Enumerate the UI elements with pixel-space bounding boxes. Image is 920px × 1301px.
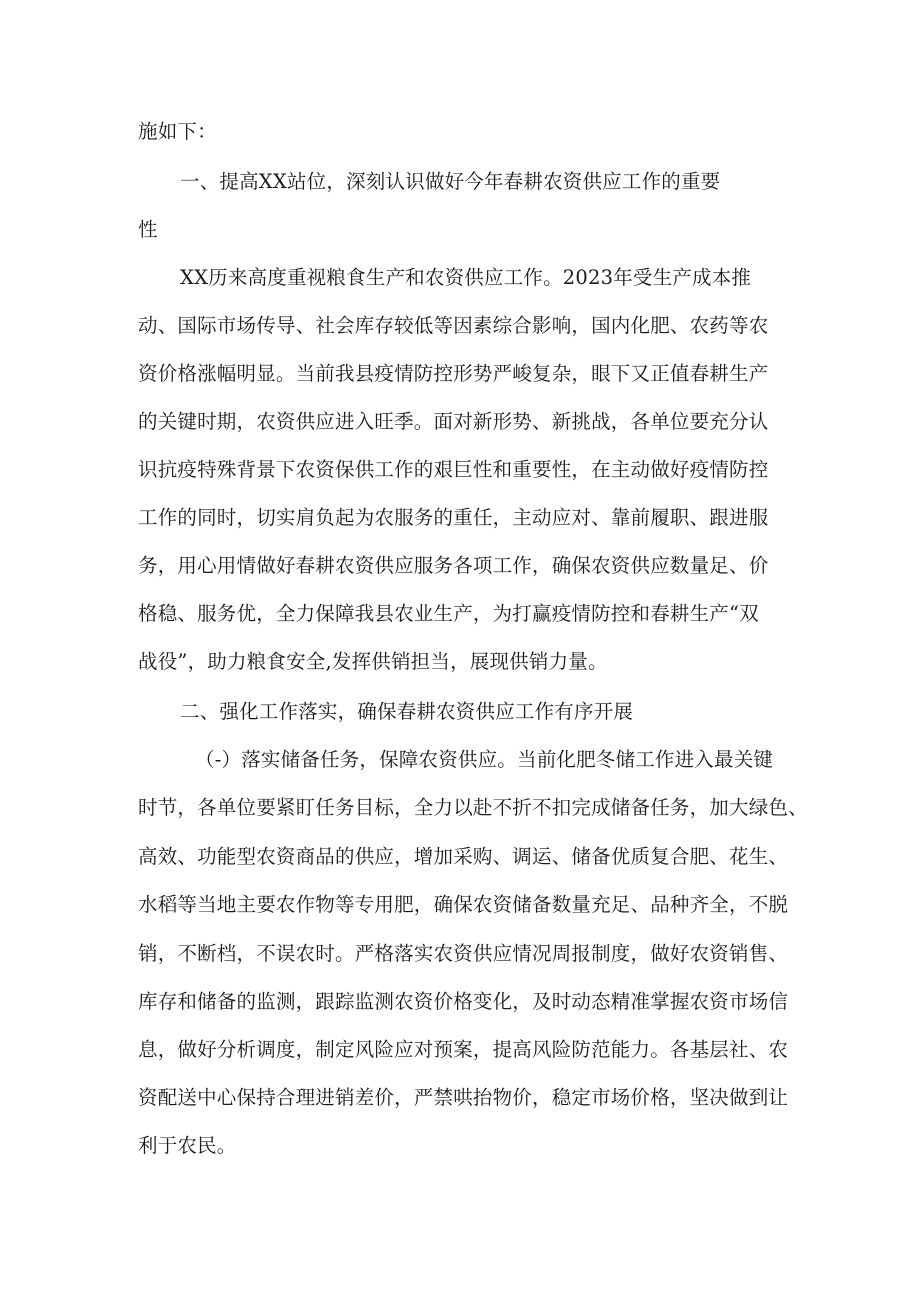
text-line: 施如下： <box>138 120 217 143</box>
text-line: 水稻等当地主要农作物等专用肥，确保农资储备数量充足、品种齐全，不脱 <box>138 893 789 916</box>
text-line: 库存和储备的监测，跟踪监测农资价格变化，及时动态精准掌握农资市场信 <box>138 990 789 1013</box>
text-line: 工作的同时，切实肩负起为农服务的重任，主动应对、靠前履职、跟进服 <box>138 506 769 529</box>
text-line: 利于农民。 <box>138 1134 237 1157</box>
text-line: 时节，各单位要紧盯任务目标，全力以赴不折不扣完成储备任务，加大绿色、 <box>138 796 808 819</box>
text-line: 销，不断档，不误农时。严格落实农资供应情况周报制度，做好农资销售、 <box>138 942 789 965</box>
text-line: 战役”，助力粮食安全,发挥供销担当，展现供销力量。 <box>138 650 608 673</box>
text-line: 识抗疫特殊背景下农资保供工作的艰巨性和重要性，在主动做好疫情防控 <box>138 458 769 481</box>
text-line: 高效、功能型农资商品的供应，增加采购、调运、储备优质复合肥、花生、 <box>138 845 789 868</box>
text-line: 动、国际市场传导、社会库存较低等因素综合影响，国内化肥、农药等农 <box>138 314 769 337</box>
text-line: XX历来高度重视粮食生产和农资供应工作。2023年受生产成本推 <box>180 266 752 289</box>
section-heading-2: 二、强化工作落实，确保春耕农资供应工作有序开展 <box>180 700 634 723</box>
text-line: 息，做好分析调度，制定风险应对预案，提高风险防范能力。各基层社、农 <box>138 1038 789 1061</box>
text-line: 性 <box>138 218 158 241</box>
text-line: 的关键时期，农资供应进入旺季。面对新形势、新挑战，各单位要充分认 <box>138 410 769 433</box>
section-heading-1: 一、提高XX站位，深刻认识做好今年春耕农资供应工作的重要 <box>180 170 721 193</box>
text-line: 资价格涨幅明显。当前我县疫情防控形势严峻复杂，眼下又正值春耕生产 <box>138 362 769 385</box>
subsection-heading-1: （-）落实储备任务，保障农资供应。当前化肥冬储工作进入最关键 <box>195 748 774 771</box>
text-line: 务，用心用情做好春耕农资供应服务各项工作，确保农资供应数量足、价 <box>138 554 769 577</box>
text-line: 资配送中心保持合理进销差价，严禁哄抬物价，稳定市场价格，坚决做到让 <box>138 1086 789 1109</box>
text-line: 格稳、服务优，全力保障我县农业生产，为打赢疫情防控和春耕生产“双 <box>138 602 759 625</box>
